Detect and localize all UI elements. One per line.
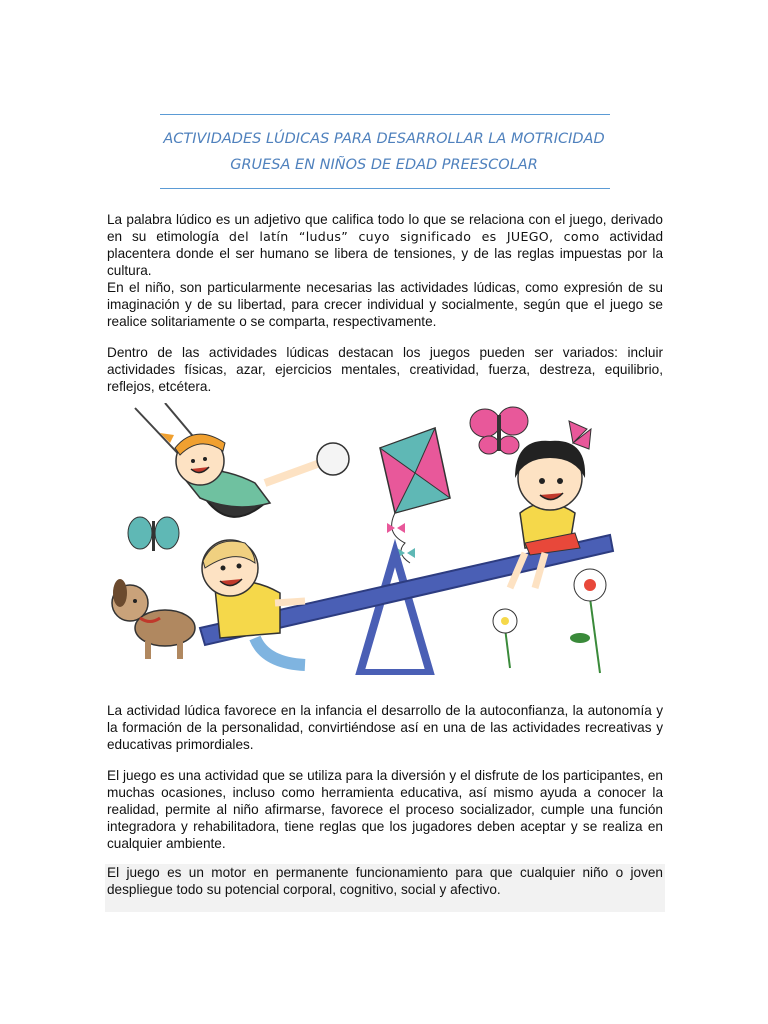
butterfly-pink <box>470 407 528 454</box>
title-line-1: ACTIVIDADES LÚDICAS PARA DESARROLLAR LA MOTRICIDAD <box>163 131 605 147</box>
dog <box>112 579 195 659</box>
document-title <box>130 126 638 178</box>
paragraph-6: El juego es un motor en permanente funcionamiento para que cualquier niño o joven despliegue todo su potencial corporal, cognitivo, social y afectivo. <box>105 864 665 912</box>
paragraph-1 <box>107 211 663 279</box>
title-top-rule <box>160 114 610 115</box>
flower-small <box>493 609 517 668</box>
paragraph-3: Dentro de las actividades lúdicas destacan los juegos pueden ser variados: incluir actividades físicas, azar, ejercicios mentales, creatividad, fuerza, destreza, equilibrio, reflejos, etcétera. <box>107 345 663 394</box>
flower-large <box>570 569 606 673</box>
children-playing-illustration <box>105 403 625 675</box>
kite <box>380 428 450 563</box>
paragraph-5: El juego es una actividad que se utiliza para la diversión y el disfrute de los participantes, en muchas ocasiones, incluso como herramienta educativa, así mismo ayuda a conocer la realidad, permite al niño afirmarse, favorece el proceso socializador, cumple una función integradora y rehabilitadora, tiene reglas que los jugadores deben aceptar y se realiza en cualquier ambiente. <box>107 768 663 851</box>
swinging-child <box>160 433 349 507</box>
paragraph-1-part-b: del latín “ludus” cuyo significado es JUEGO, como <box>228 229 600 244</box>
paragraph-4: La actividad lúdica favorece en la infancia el desarrollo de la autoconfianza, la autonomía y la formación de la personalidad, convirtiéndose así en una de las actividades recreativas y educativas primordiales. <box>107 703 663 752</box>
butterfly-teal <box>128 517 179 551</box>
paragraph-1-part-a: La palabra lúdico es un adjetivo que califica todo lo que se relaciona con el juego, derivado en su etimología <box>107 212 663 244</box>
title-line-2: GRUESA EN NIÑOS DE EDAD PREESCOLAR <box>230 157 538 173</box>
paragraph-1-part-c: actividad placentera donde el ser humano se libera de tensiones, y de las reglas impuestas por la cultura. <box>107 229 664 278</box>
seesaw-child-boy <box>202 540 305 665</box>
paragraph-2: En el niño, son particularmente necesarias las actividades lúdicas, como expresión de su imaginación y de su libertad, para crecer individual y socialmente, según que el juego se realice solitariamente o se comparta, respectivamente. <box>107 280 663 329</box>
title-bottom-rule <box>160 188 610 189</box>
